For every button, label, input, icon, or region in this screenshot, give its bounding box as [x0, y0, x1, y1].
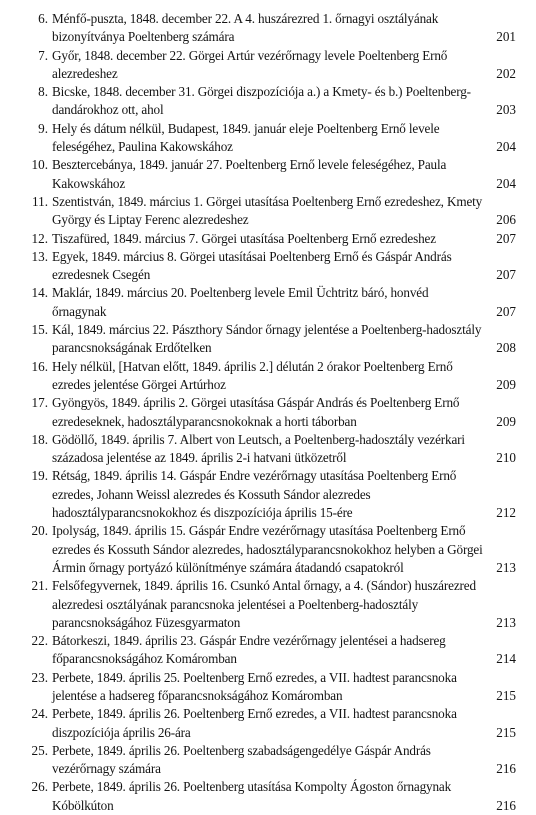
entry-title: Ménfő-puszta, 1848. december 22. A 4. huszárezred 1. őrnagyi osztályának bizonyítványa Poeltenberg számára: [52, 11, 439, 45]
entry-number: 18.: [31, 431, 48, 447]
entry-number: 23.: [31, 669, 48, 685]
toc-entry-18: [0, 431, 536, 468]
entry-page: 207: [496, 230, 516, 246]
entry-page: 213: [496, 614, 516, 630]
entry-page: 203: [496, 102, 516, 118]
toc-entry-10: [0, 156, 536, 193]
toc-entry-11: [0, 193, 536, 230]
toc-entry-25: [0, 742, 536, 779]
entry-page: 215: [496, 724, 516, 740]
entry-number: 20.: [31, 523, 48, 539]
toc-entry-6: [0, 10, 536, 47]
toc-entry-20: [0, 522, 536, 577]
toc-entry-17: [0, 394, 536, 431]
table-of-contents: [0, 10, 536, 815]
entry-page: 209: [496, 376, 516, 392]
entry-title: Kál, 1849. március 22. Pászthory Sándor őrnagy jelentése a Poeltenberg-hadosztály parancsnokságának Erdőtelken: [52, 322, 482, 356]
entry-title: Gyöngyös, 1849. április 2. Görgei utasítása Gáspár András és Poeltenberg Ernő ezredeseknek, hadosztályparancsnokoknak a horti táborban: [52, 395, 460, 429]
entry-title: Győr, 1848. december 22. Görgei Artúr vezérőrnagy levele Poeltenberg Ernő alezredeshez: [52, 47, 448, 81]
entry-title: Felsőfegyvernek, 1849. április 16. Csunkó Antal őrnagy, a 4. (Sándor) huszárezred alezredesi osztályának parancsnoka jelentései a Poeltenberg-hadosztály parancsnokságához Füzesgyarmaton: [52, 578, 476, 630]
toc-entry-26: [0, 778, 536, 815]
entry-number: 7.: [38, 47, 48, 63]
entry-title: Gödöllő, 1849. április 7. Albert von Leutsch, a Poeltenberg-hadosztály vezérkari századosa jelentése az 1849. április 2-i hatvani ütközetről: [52, 431, 465, 466]
entry-number: 14.: [31, 285, 48, 301]
toc-entry-16: [0, 358, 536, 395]
entry-number: 9.: [38, 120, 48, 136]
entry-title: Perbete, 1849. április 26. Poeltenberg szabadságengedélye Gáspár András vezérőrnagy számára: [52, 742, 431, 777]
toc-entry-9: [0, 120, 536, 157]
toc-entry-12: [0, 230, 536, 248]
entry-number: 8.: [38, 84, 48, 100]
entry-page: 208: [496, 340, 516, 356]
entry-title: Rétság, 1849. április 14. Gáspár Endre vezérőrnagy utasítása Poeltenberg Ernő ezredes, Johann Weissl alezredes és Kossuth Sándor alezredes hadosztályparancsnokokhoz és diszpozíciója április 15-ére: [52, 468, 457, 521]
entry-page: 207: [496, 267, 516, 283]
entry-title: Egyek, 1849. március 8. Görgei utasításai Poeltenberg Ernő és Gáspár András ezredesnek Csegén: [52, 248, 452, 283]
entry-page: 207: [496, 303, 516, 319]
toc-entry-21: [0, 577, 536, 632]
toc-entry-13: [0, 248, 536, 285]
toc-entry-15: [0, 321, 536, 358]
toc-entry-19: [0, 467, 536, 522]
entry-title: Bátorkeszi, 1849. április 23. Gáspár Endre vezérőrnagy jelentései a hadsereg főparancsnokságához Komáromban: [52, 633, 446, 667]
entry-number: 10.: [31, 157, 48, 173]
entry-number: 17.: [31, 395, 48, 411]
entry-page: 213: [496, 559, 516, 575]
entry-number: 13.: [31, 248, 48, 264]
entry-title: Bicske, 1848. december 31. Görgei diszpozíciója a.) a Kmety- és b.) Poeltenberg-dandárokhoz ott, ahol: [52, 84, 471, 118]
entry-page: 212: [496, 505, 516, 521]
entry-page: 216: [496, 797, 516, 813]
entry-title: Hely nélkül, [Hatvan előtt, 1849. április 2.] délután 2 órakor Poeltenberg Ernő ezredes jelentése Görgei Artúrhoz: [52, 358, 453, 392]
entry-number: 12.: [31, 230, 48, 246]
entry-number: 6.: [38, 11, 48, 26]
entry-page: 204: [496, 139, 516, 155]
entry-number: 26.: [31, 779, 48, 795]
entry-page: 206: [496, 212, 516, 228]
entry-title: Szentistván, 1849. március 1. Görgei utasítása Poeltenberg Ernő ezredeshez, Kmety György és Liptay Ferenc alezredeshez: [52, 193, 483, 228]
entry-title: Ipolyság, 1849. április 15. Gáspár Endre vezérőrnagy utasítása Poeltenberg Ernő ezredes és Kossuth Sándor alezredes, hadosztályparancsnokokhoz helyben a Görgei Ármin őrnagy portyázó különítménye számára átadandó csapatokról: [52, 523, 483, 575]
entry-number: 24.: [31, 706, 48, 722]
toc-entry-7: [0, 47, 536, 84]
entry-title: Maklár, 1849. március 20. Poeltenberg levele Emil Üchtritz báró, honvéd őrnagynak: [52, 285, 429, 319]
toc-entry-24: [0, 705, 536, 742]
entry-page: 209: [496, 413, 516, 429]
entry-page: 204: [496, 175, 516, 191]
entry-title: Hely és dátum nélkül, Budapest, 1849. január eleje Poeltenberg Ernő levele feleségéhez, Paulina Kakowskához: [52, 120, 440, 155]
entry-title: Perbete, 1849. április 25. Poeltenberg Ernő ezredes, a VII. hadtest parancsnoka jelentése a hadsereg főparancsnokságához Komáromban: [52, 669, 457, 703]
entry-title: Besztercebánya, 1849. január 27. Poeltenberg Ernő levele feleségéhez, Paula Kakowskához: [52, 157, 447, 191]
entry-number: 15.: [31, 322, 48, 338]
entry-number: 19.: [31, 468, 48, 484]
entry-number: 11.: [32, 193, 48, 209]
toc-entry-22: [0, 632, 536, 669]
entry-title: Tiszafüred, 1849. március 7. Görgei utasítása Poeltenberg Ernő ezredeshez: [52, 230, 436, 246]
entry-title: Perbete, 1849. április 26. Poeltenberg Ernő ezredes, a VII. hadtest parancsnoka diszpozíciója április 26-ára: [52, 706, 457, 740]
entry-page: 214: [496, 651, 516, 667]
toc-entry-14: [0, 284, 536, 321]
entry-number: 25.: [31, 742, 48, 758]
entry-page: 210: [496, 450, 516, 466]
entry-number: 21.: [31, 578, 48, 594]
entry-number: 22.: [31, 633, 48, 649]
entry-number: 16.: [31, 358, 48, 374]
entry-title: Perbete, 1849. április 26. Poeltenberg utasítása Kompolty Ágoston őrnagynak Kóbölkúton: [52, 779, 452, 813]
entry-page: 201: [496, 29, 516, 45]
entry-page: 215: [496, 687, 516, 703]
entry-page: 202: [496, 65, 516, 81]
toc-entry-8: [0, 83, 536, 120]
toc-entry-23: [0, 669, 536, 706]
entry-page: 216: [496, 761, 516, 777]
